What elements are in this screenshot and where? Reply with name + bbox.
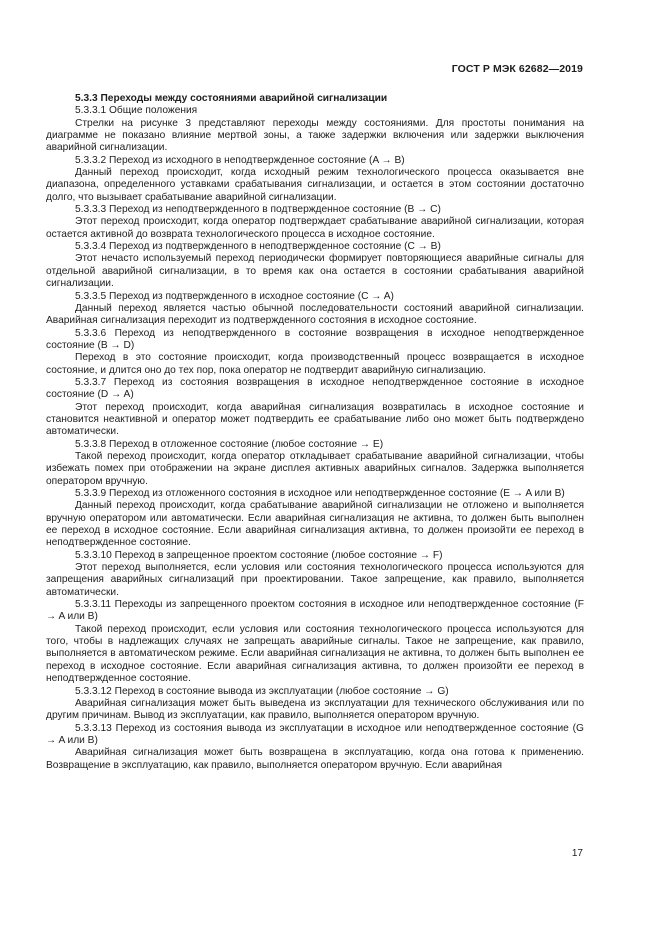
subsection-heading-5-3-3-13: 5.3.3.13 Переход из состояния вывода из эксплуатации в исходное или неподтвержденное состояние (G → A или B) [46,722,584,746]
subsection-heading-5-3-3-1: 5.3.3.1 Общие положения [75,105,198,117]
subsection-heading-5-3-3-9: 5.3.3.9 Переход из отложенного состояния в исходное или неподтвержденное состояние (E → A или B) [75,488,565,499]
subsection-heading-5-3-3-12: 5.3.3.12 Переход в состояние вывода из эксплуатации (любое состояние → G) [75,685,449,697]
subsection-heading-5-3-3-11: 5.3.3.11 Переходы из запрещенного проектом состояния в исходное или неподтвержденное состояние (F → A или B) [46,599,584,623]
paragraph: Такой переход происходит, когда оператор откладывает срабатывание аварийной сигнализации, чтобы избежать помех при отображении на экране дисплея активных аварийных сигналов. Задержка выполняется оператором вручную. [46,450,584,487]
subsection-heading-5-3-3-5: 5.3.3.5 Переход из подтвержденного в исходное состояние (C → A) [75,290,394,302]
subsection-heading-5-3-3-10: 5.3.3.10 Переход в запрещенное проектом состояние (любое состояние → F) [75,549,443,561]
document-body [46,93,584,772]
paragraph: Стрелки на рисунке 3 представляют переходы между состояниями. Для простоты понимания на диаграмме не показано влияние мертвой зоны, а также задержки включения или задержки выключения аварийной сигнализации. [46,117,584,154]
subsection-heading-5-3-3-8: 5.3.3.8 Переход в отложенное состояние (любое состояние → E) [75,438,384,450]
paragraph: Этот переход выполняется, если условия или состояния технологического процесса используются для запрещения аварийных сигнализаций при проектировании. Такое запрещение, как правило, выполняется автоматически. [46,562,584,598]
paragraph: Аварийная сигнализация может быть выведена из эксплуатации для технического обслуживания или по другим причинам. Вывод из эксплуатации, как правило, выполняется оператором вручную. [46,697,584,722]
paragraph: Этот переход происходит, когда аварийная сигнализация возвратилась в исходное состояние и становится неактивной и оператор может подтвердить ее срабатывание либо оно может быть подтверждено автоматически. [46,401,584,438]
paragraph: Данный переход происходит, когда исходный режим технологического процесса оказывается вне диапазона, определенного уставками срабатывания сигнализации, и остается в этом состоянии достаточно долго, что вызывает срабатывание аварийной сигнализации. [46,167,584,203]
subsection-heading-5-3-3-2: 5.3.3.2 Переход из исходного в неподтвержденное состояние (A → B) [75,154,405,166]
subsection-heading-5-3-3-3: 5.3.3.3 Переход из неподтвержденного в подтвержденное состояние (B → C) [75,204,441,216]
paragraph: Данный переход является частью обычной последовательности состояний аварийной сигнализации. Аварийная сигнализация переходит из подтвержденного состояния в исходное состояние. [46,302,584,327]
paragraph: Переход в это состояние происходит, когда производственный процесс возвращается в исходное состояние, и длится оно до тех пор, пока оператор не подтвердит аварийную сигнализацию. [46,352,584,376]
paragraph: Этот нечасто используемый переход периодически формирует повторяющиеся аварийные сигналы для отдельной аварийной сигнализации, в то время как она остается в состоянии срабатывания аварийной сигнализации. [46,253,584,290]
subsection-heading-5-3-3-6: 5.3.3.6 Переход из неподтвержденного в состояние возвращения в исходное неподтвержденное состояние (B → D) [46,327,584,351]
paragraph: Данный переход происходит, когда срабатывание аварийной сигнализации не отложено и выполняется вручную оператором или автоматически. Если аварийная сигнализация не активна, то должен быть выполнен ее переход в исходное состояние. Если аварийная сигнализация активна, то должен произойти ее переход в неподтвержденное состояние. [46,500,584,549]
page-number: 17 [571,848,583,859]
paragraph: Такой переход происходит, если условия или состояния технологического процесса используются для того, чтобы в надлежащих случаях не запрещать аварийные сигналы. Такое не запрещение, как правило, выполняется в автоматическом режиме. Если аварийная сигнализация не активна, то должен быть выполнен ее переход в исходное состояние. Если аварийная сигнализация активна, то должен произойти ее переход в неподтвержденное состояние. [46,623,584,685]
paragraph: Аварийная сигнализация может быть возвращена в эксплуатацию, когда она готова к применению. Возвращение в эксплуатацию, как правило, выполняется оператором вручную. Если аварийная [46,747,584,771]
subsection-heading-5-3-3-7: 5.3.3.7 Переход из состояния возвращения в исходное неподтвержденное состояние в исходное состояние (D → A) [46,376,584,401]
paragraph: Этот переход происходит, когда оператор подтверждает срабатывание аварийной сигнализации, которая остается активной до возврата технологического процесса в исходное состояние. [46,216,584,240]
subsection-heading-5-3-3-4: 5.3.3.4 Переход из подтвержденного в неподтвержденное состояние (C → B) [75,241,441,253]
section-heading: 5.3.3 Переходы между состояниями аварийной сигнализации [75,93,388,104]
document-standard-code: ГОСТ Р МЭК 62682—2019 [451,63,583,75]
